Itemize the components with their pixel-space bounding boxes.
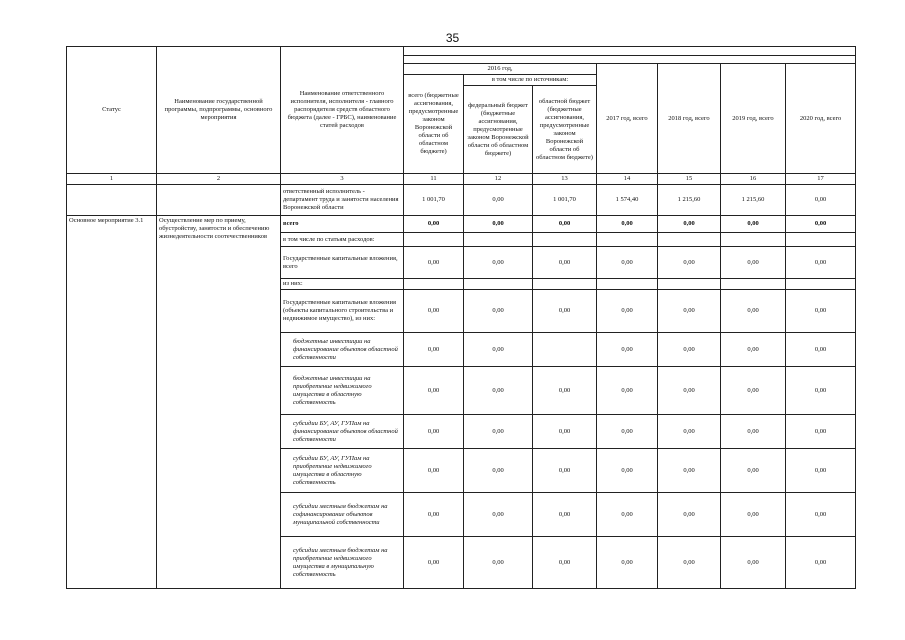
row-item: всего	[281, 216, 404, 233]
cell-value: 0,00	[786, 493, 856, 537]
column-number: 2	[157, 174, 281, 185]
cell-value: 0,00	[658, 290, 721, 333]
cell-value: 0,00	[533, 290, 597, 333]
cell-value: 0,00	[658, 216, 721, 233]
cell-value: 0,00	[658, 367, 721, 415]
cell-value: 0,00	[533, 493, 597, 537]
cell-value: 0,00	[464, 185, 533, 216]
cell-value: 0,00	[786, 216, 856, 233]
cell-value: 0,00	[597, 216, 658, 233]
cell-value: 0,00	[658, 247, 721, 279]
header-2018: 2018 год, всего	[658, 64, 721, 174]
column-number: 1	[67, 174, 157, 185]
row-item: Государственные капитальные вложения, всего	[281, 247, 404, 279]
cell-value: 0,00	[597, 367, 658, 415]
cell-value: 0,00	[404, 216, 464, 233]
cell-value: 0,00	[658, 493, 721, 537]
cell-value: 0,00	[464, 537, 533, 589]
cell-value: 0,00	[597, 537, 658, 589]
cell-value: 0,00	[404, 449, 464, 493]
cell-value: 1 215,60	[721, 185, 786, 216]
cell-value: 0,00	[464, 247, 533, 279]
cell-value: 0,00	[533, 216, 597, 233]
row-item: в том числе по статьям расходов:	[281, 233, 404, 247]
row-program-name: Осуществление мер по приему, обустройству, занятости и обеспечению жизнедеятельности соотечественников	[157, 216, 281, 589]
cell-value: 0,00	[786, 333, 856, 367]
cell-value: 0,00	[658, 333, 721, 367]
cell-value: 0,00	[721, 449, 786, 493]
cell-value: 0,00	[597, 247, 658, 279]
header-2020: 2020 год, всего	[786, 64, 856, 174]
cell-value: 0,00	[658, 415, 721, 449]
row-status: Основное мероприятие 3.1	[67, 216, 157, 589]
row-item: субсидии местным бюджетам на софинансирование объектов муниципальной собственности	[281, 493, 404, 537]
column-number: 17	[786, 174, 856, 185]
cell-value: 0,00	[658, 537, 721, 589]
header-2017: 2017 год, всего	[597, 64, 658, 174]
header-federal: федеральный бюджет (бюджетные ассигнования, предусмотренные законом Воронежской области об областном бюджете)	[464, 86, 533, 174]
cell-value: 0,00	[404, 537, 464, 589]
cell-value	[533, 333, 597, 367]
cell-value: 0,00	[786, 415, 856, 449]
cell-value: 0,00	[786, 247, 856, 279]
cell-value: 0,00	[721, 415, 786, 449]
cell-value: 0,00	[786, 537, 856, 589]
cell-value: 0,00	[464, 493, 533, 537]
column-number: 11	[404, 174, 464, 185]
cell-value: 0,00	[464, 333, 533, 367]
cell-value: 0,00	[533, 367, 597, 415]
cell-value: 0,00	[597, 290, 658, 333]
cell-value: 0,00	[533, 247, 597, 279]
cell-value: 0,00	[404, 415, 464, 449]
cell-value: 0,00	[597, 415, 658, 449]
cell-value: 1 215,60	[658, 185, 721, 216]
header-status: Статус	[67, 47, 157, 174]
row-item: Государственные капитальные вложения (объекты капитального строительства и недвижимое имущество), из них:	[281, 290, 404, 333]
cell-value: 0,00	[533, 537, 597, 589]
row-item: субсидии БУ, АУ, ГУПам на приобретение недвижимого имущества в областную собственность	[281, 449, 404, 493]
cell-value: 0,00	[404, 290, 464, 333]
column-number: 12	[464, 174, 533, 185]
column-number: 15	[658, 174, 721, 185]
column-number: 3	[281, 174, 404, 185]
cell-value: 0,00	[464, 216, 533, 233]
cell-value: 0,00	[786, 367, 856, 415]
cell-value: 0,00	[786, 449, 856, 493]
row-item: бюджетные инвестиции на финансирование объектов областной собственности	[281, 333, 404, 367]
header-by-sources: в том числе по источникам:	[464, 75, 597, 86]
cell-value: 0,00	[404, 333, 464, 367]
column-number: 13	[533, 174, 597, 185]
header-2019: 2019 год, всего	[721, 64, 786, 174]
cell-value: 1 001,70	[533, 185, 597, 216]
cell-value: 1 574,40	[597, 185, 658, 216]
cell-value: 0,00	[721, 333, 786, 367]
cell-value: 1 001,70	[404, 185, 464, 216]
row-item: субсидии БУ, АУ, ГУПам на финансирование объектов областной собственности	[281, 415, 404, 449]
cell-value: 0,00	[464, 367, 533, 415]
cell-value: 0,00	[721, 537, 786, 589]
header-regional: областной бюджет (бюджетные ассигнования, предусмотренные законом Воронежской области об областном бюджете)	[533, 86, 597, 174]
cell-value: 0,00	[721, 367, 786, 415]
cell-value: 0,00	[658, 449, 721, 493]
cell-value: 0,00	[721, 493, 786, 537]
cell-value: 0,00	[597, 493, 658, 537]
header-executor: Наименование ответственного исполнителя, исполнителя - главного распорядителя средств областного бюджета (далее - ГРБС), наименование статей расходов	[281, 47, 404, 174]
table-row	[67, 185, 856, 216]
cell-value: 0,00	[404, 247, 464, 279]
cell-value: 0,00	[404, 367, 464, 415]
row-item: из них:	[281, 279, 404, 290]
header-year-2016: 2016 год,	[404, 64, 597, 75]
cell-value: 0,00	[464, 449, 533, 493]
cell-value: 0,00	[786, 185, 856, 216]
row-item: бюджетные инвестиции на приобретение недвижимого имущества в областную собственность	[281, 367, 404, 415]
cell-value: 0,00	[786, 290, 856, 333]
cell-value: 0,00	[404, 493, 464, 537]
budget-table	[66, 46, 856, 589]
cell-value: 0,00	[464, 415, 533, 449]
cell-value: 0,00	[533, 449, 597, 493]
table-row	[67, 216, 856, 233]
column-number: 16	[721, 174, 786, 185]
column-number: 14	[597, 174, 658, 185]
header-program-name: Наименование государственной программы, подпрограммы, основного мероприятия	[157, 47, 281, 174]
header-total-alloc: всего (бюджетные ассигнования, предусмотренные законом Воронежской области об областном бюджете)	[404, 75, 464, 174]
cell-value: 0,00	[721, 216, 786, 233]
page-number: 35	[445, 31, 460, 45]
cell-value: 0,00	[597, 333, 658, 367]
row-item: субсидии местным бюджетам на приобретение недвижимого имущества в муниципальную собственность	[281, 537, 404, 589]
cell-value: 0,00	[721, 247, 786, 279]
cell-value: 0,00	[533, 415, 597, 449]
cell-value: 0,00	[464, 290, 533, 333]
row-item: ответственный исполнитель - департамент труда и занятости населения Воронежской области	[281, 185, 404, 216]
cell-value: 0,00	[597, 449, 658, 493]
cell-value: 0,00	[721, 290, 786, 333]
